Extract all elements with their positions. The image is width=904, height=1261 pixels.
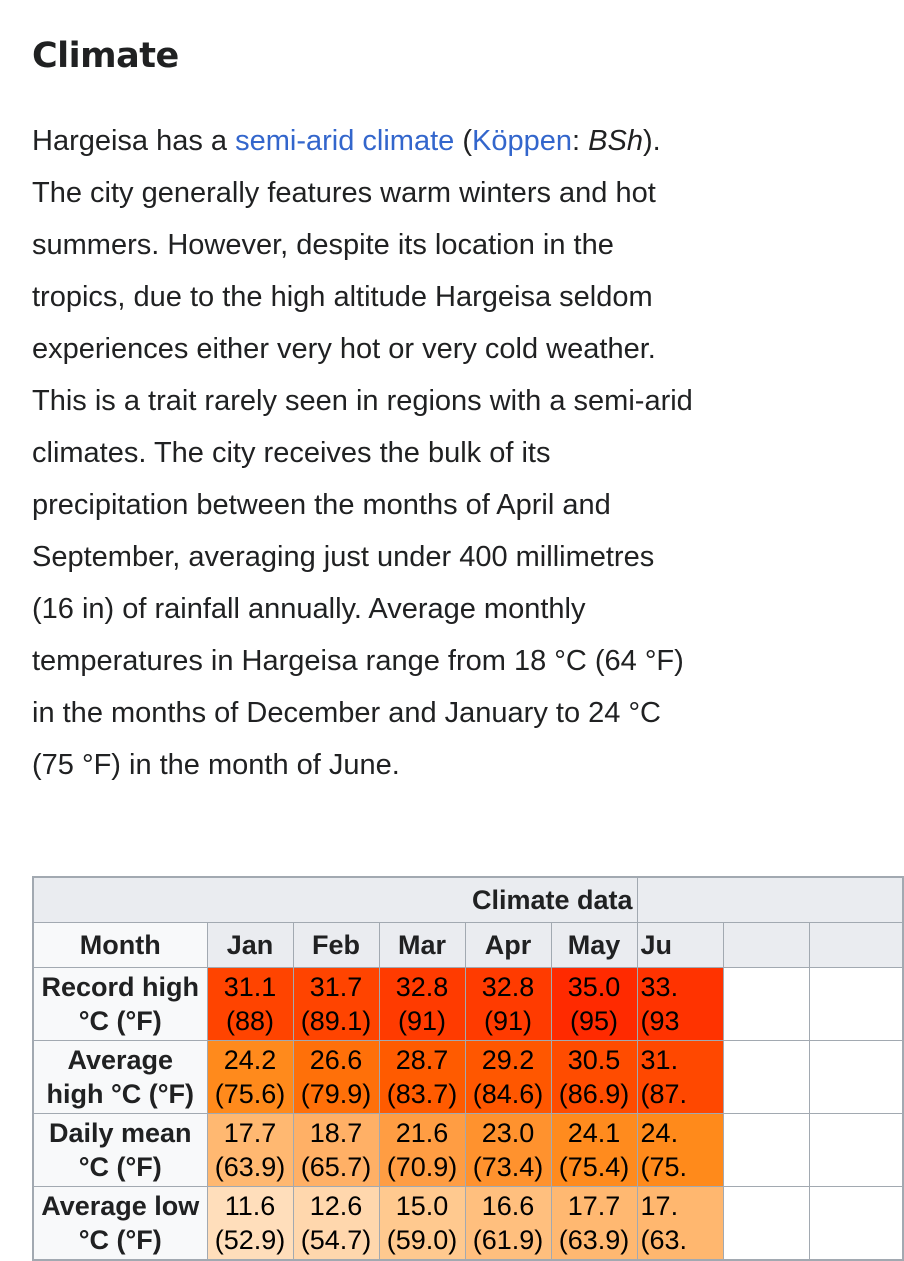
temperature-cell [379, 1187, 465, 1261]
month-hidden [809, 923, 903, 968]
celsius-value: 12.6 [309, 1191, 363, 1221]
text-span: : [572, 125, 589, 157]
link-semi-arid-climate[interactable]: semi-arid climate [235, 125, 455, 157]
link-koppen[interactable]: Köppen [472, 125, 573, 157]
fahrenheit-value: (63. [640, 1225, 688, 1255]
row-header-line: Record high [41, 972, 199, 1002]
temperature-cell [637, 1187, 723, 1261]
fahrenheit-value: (70.9) [386, 1152, 458, 1182]
table-caption-row [33, 877, 903, 923]
table-row [33, 1114, 903, 1187]
temperature-cell [637, 1114, 723, 1187]
hidden-cell [809, 1187, 903, 1261]
temperature-cell [465, 1041, 551, 1114]
temperature-cell [207, 1114, 293, 1187]
row-header-line: Average low [41, 1191, 200, 1221]
fahrenheit-value: (86.9) [558, 1079, 630, 1109]
celsius-value: 35.0 [567, 972, 621, 1002]
fahrenheit-value: (87. [640, 1079, 688, 1109]
celsius-value: 31.7 [309, 972, 363, 1002]
month-feb: Feb [293, 923, 379, 968]
month-jun: Ju [637, 923, 723, 968]
fahrenheit-value: (75. [640, 1152, 688, 1182]
celsius-value: 17.7 [223, 1118, 277, 1148]
hidden-cell [723, 968, 809, 1041]
month-header-row [33, 923, 903, 968]
temperature-cell [551, 1114, 637, 1187]
temperature-cell [293, 1187, 379, 1261]
month-may: May [551, 923, 637, 968]
temperature-cell [379, 968, 465, 1041]
climate-table-scroll[interactable] [32, 876, 692, 1255]
hidden-cell [723, 1041, 809, 1114]
row-header-line: °C (°F) [78, 1006, 162, 1036]
temperature-cell [293, 968, 379, 1041]
row-header-line: °C (°F) [78, 1225, 162, 1255]
fahrenheit-value: (65.7) [300, 1152, 372, 1182]
temperature-cell [379, 1041, 465, 1114]
section-heading-climate: Climate [32, 36, 179, 76]
row-header-line: °C (°F) [78, 1152, 162, 1182]
fahrenheit-value: (88) [225, 1006, 274, 1036]
celsius-value: 31. [640, 1045, 679, 1075]
hidden-cell [809, 1041, 903, 1114]
climate-table [32, 876, 904, 1261]
row-header [33, 1114, 207, 1187]
fahrenheit-value: (75.4) [558, 1152, 630, 1182]
celsius-value: 26.6 [309, 1045, 363, 1075]
fahrenheit-value: (59.0) [386, 1225, 458, 1255]
table-caption-overflow [637, 877, 903, 923]
month-mar: Mar [379, 923, 465, 968]
month-header: Month [33, 923, 207, 968]
celsius-value: 28.7 [395, 1045, 449, 1075]
fahrenheit-value: (91) [397, 1006, 446, 1036]
celsius-value: 33. [640, 972, 679, 1002]
temperature-cell [207, 1041, 293, 1114]
celsius-value: 24.2 [223, 1045, 277, 1075]
row-header-line: Daily mean [48, 1118, 192, 1148]
celsius-value: 24. [640, 1118, 679, 1148]
celsius-value: 23.0 [481, 1118, 535, 1148]
temperature-cell [465, 968, 551, 1041]
celsius-value: 24.1 [567, 1118, 621, 1148]
month-jan: Jan [207, 923, 293, 968]
celsius-value: 21.6 [395, 1118, 449, 1148]
table-caption: Climate data [33, 877, 637, 923]
fahrenheit-value: (89.1) [300, 1006, 372, 1036]
month-apr: Apr [465, 923, 551, 968]
fahrenheit-value: (54.7) [300, 1225, 372, 1255]
table-row [33, 968, 903, 1041]
fahrenheit-value: (63.9) [558, 1225, 630, 1255]
temperature-cell [637, 1041, 723, 1114]
climate-table-body [33, 968, 903, 1261]
temperature-cell [207, 968, 293, 1041]
temperature-cell [207, 1187, 293, 1261]
table-row [33, 1187, 903, 1261]
temperature-cell [293, 1114, 379, 1187]
row-header-line: high °C (°F) [46, 1079, 195, 1109]
fahrenheit-value: (61.9) [472, 1225, 544, 1255]
fahrenheit-value: (79.9) [300, 1079, 372, 1109]
text-span: Hargeisa has a [32, 125, 236, 157]
table-row [33, 1041, 903, 1114]
fahrenheit-value: (83.7) [386, 1079, 458, 1109]
fahrenheit-value: (93 [640, 1006, 680, 1036]
fahrenheit-value: (91) [483, 1006, 532, 1036]
celsius-value: 29.2 [481, 1045, 535, 1075]
celsius-value: 31.1 [223, 972, 277, 1002]
row-header [33, 968, 207, 1041]
celsius-value: 18.7 [309, 1118, 363, 1148]
temperature-cell [551, 1041, 637, 1114]
celsius-value: 15.0 [395, 1191, 449, 1221]
climate-paragraph [32, 115, 694, 791]
fahrenheit-value: (52.9) [214, 1225, 286, 1255]
temperature-cell [379, 1114, 465, 1187]
hidden-cell [723, 1187, 809, 1261]
temperature-cell [551, 1187, 637, 1261]
fahrenheit-value: (75.6) [214, 1079, 286, 1109]
temperature-cell [465, 1114, 551, 1187]
text-span: ). The city generally features warm winters and hot summers. However, despite its location in the tropics, due to the high altitude Hargeisa seldom experiences either very hot or very cold weather. This is a trait rarely seen in regions with a semi-arid climates. The city receives the bulk of its precipitation between the months of April and September, averaging just under 400 millimetres (16 in) of rainfall annually. Average monthly temperatures in Hargeisa range from 18 °C (64 °F) in the months of December and January to 24 °C (75 °F) in the month of June. [32, 125, 693, 781]
row-header [33, 1041, 207, 1114]
celsius-value: 16.6 [481, 1191, 535, 1221]
fahrenheit-value: (73.4) [472, 1152, 544, 1182]
celsius-value: 30.5 [567, 1045, 621, 1075]
celsius-value: 17.7 [567, 1191, 621, 1221]
temperature-cell [637, 968, 723, 1041]
hidden-cell [723, 1114, 809, 1187]
celsius-value: 32.8 [481, 972, 535, 1002]
climate-code: BSh [588, 125, 643, 157]
row-header [33, 1187, 207, 1261]
row-header-line: Average [67, 1045, 174, 1075]
celsius-value: 17. [640, 1191, 679, 1221]
hidden-cell [809, 1114, 903, 1187]
fahrenheit-value: (63.9) [214, 1152, 286, 1182]
celsius-value: 32.8 [395, 972, 449, 1002]
text-span: ( [454, 125, 473, 157]
temperature-cell [293, 1041, 379, 1114]
fahrenheit-value: (95) [570, 1006, 619, 1036]
celsius-value: 11.6 [224, 1191, 276, 1221]
month-hidden [723, 923, 809, 968]
temperature-cell [551, 968, 637, 1041]
fahrenheit-value: (84.6) [472, 1079, 544, 1109]
hidden-cell [809, 968, 903, 1041]
temperature-cell [465, 1187, 551, 1261]
